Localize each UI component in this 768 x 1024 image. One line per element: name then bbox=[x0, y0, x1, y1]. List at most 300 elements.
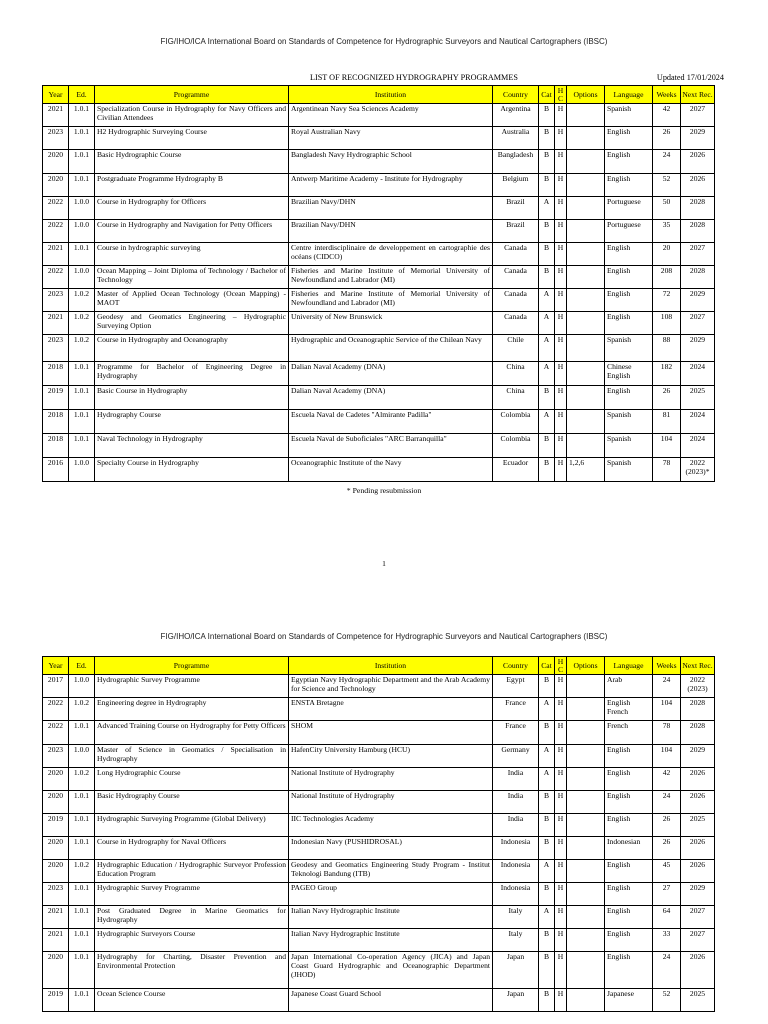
row-institution: National Institute of Hydrography bbox=[289, 791, 493, 814]
row-institution: Hydrographic and Oceanographic Service of the Chilean Navy bbox=[289, 335, 493, 362]
row-hc: H bbox=[555, 952, 567, 989]
row-language: Spanish bbox=[605, 410, 653, 434]
row-country: Canada bbox=[493, 243, 539, 266]
row-ed: 1.0.1 bbox=[69, 410, 95, 434]
row-programme: Engineering degree in Hydrography bbox=[95, 698, 289, 721]
row-programme: Basic Course in Hydrography bbox=[95, 386, 289, 410]
row-ed: 1.0.1 bbox=[69, 386, 95, 410]
row-hc: H bbox=[555, 675, 567, 698]
table-row bbox=[43, 791, 715, 814]
table-row bbox=[43, 698, 715, 721]
row-programme: H2 Hydrographic Surveying Course bbox=[95, 127, 289, 150]
row-cat: A bbox=[539, 698, 555, 721]
row-year: 2020 bbox=[43, 791, 69, 814]
row-weeks: 72 bbox=[653, 289, 681, 312]
row-language: Portuguese bbox=[605, 197, 653, 220]
row-institution: Argentinean Navy Sea Sciences Academy bbox=[289, 104, 493, 127]
row-hc: H bbox=[555, 266, 567, 289]
row-next-rec: 2025 bbox=[681, 814, 715, 837]
row-hc: H bbox=[555, 837, 567, 860]
table-row bbox=[43, 104, 715, 127]
row-institution: Fisheries and Marine Institute of Memorial University of Newfoundland and Labrador (MI) bbox=[289, 266, 493, 289]
table-row bbox=[43, 174, 715, 197]
row-year: 2018 bbox=[43, 434, 69, 458]
row-ed: 1.0.1 bbox=[69, 150, 95, 174]
row-ed: 1.0.0 bbox=[69, 458, 95, 482]
row-ed: 1.0.1 bbox=[69, 243, 95, 266]
col-options: Options bbox=[567, 657, 605, 675]
row-ed: 1.0.1 bbox=[69, 814, 95, 837]
programmes-table bbox=[42, 85, 715, 482]
row-cat: A bbox=[539, 410, 555, 434]
row-programme: Geodesy and Geomatics Engineering – Hydrographic Surveying Option bbox=[95, 312, 289, 335]
row-year: 2019 bbox=[43, 989, 69, 1012]
row-year: 2021 bbox=[43, 243, 69, 266]
row-weeks: 26 bbox=[653, 386, 681, 410]
row-options bbox=[567, 721, 605, 745]
row-hc: H bbox=[555, 220, 567, 243]
row-year: 2020 bbox=[43, 837, 69, 860]
row-year: 2022 bbox=[43, 721, 69, 745]
row-institution: University of New Brunswick bbox=[289, 312, 493, 335]
row-year: 2020 bbox=[43, 952, 69, 989]
row-options bbox=[567, 266, 605, 289]
row-cat: B bbox=[539, 791, 555, 814]
row-country: Colombia bbox=[493, 410, 539, 434]
row-next-rec: 2028 bbox=[681, 220, 715, 243]
table-row bbox=[43, 127, 715, 150]
table-row bbox=[43, 458, 715, 482]
row-ed: 1.0.1 bbox=[69, 929, 95, 952]
row-weeks: 27 bbox=[653, 883, 681, 906]
row-programme: Hydrographic Survey Programme bbox=[95, 675, 289, 698]
row-year: 2022 bbox=[43, 220, 69, 243]
row-options bbox=[567, 698, 605, 721]
page-header: FIG/IHO/ICA International Board on Standards of Competence for Hydrographic Surveyors and Nautical Cartographers (IBSC) bbox=[160, 37, 608, 46]
row-hc: H bbox=[555, 989, 567, 1012]
row-weeks: 24 bbox=[653, 952, 681, 989]
table-row bbox=[43, 266, 715, 289]
pending-note: * Pending resubmission bbox=[346, 486, 422, 495]
row-weeks: 104 bbox=[653, 434, 681, 458]
row-next-rec: 2027 bbox=[681, 312, 715, 335]
row-institution: ENSTA Bretagne bbox=[289, 698, 493, 721]
row-year: 2021 bbox=[43, 104, 69, 127]
row-language: English French bbox=[605, 698, 653, 721]
row-language: English bbox=[605, 745, 653, 768]
row-ed: 1.0.0 bbox=[69, 197, 95, 220]
row-cat: B bbox=[539, 386, 555, 410]
table-row bbox=[43, 410, 715, 434]
row-ed: 1.0.0 bbox=[69, 675, 95, 698]
col-weeks: Weeks bbox=[653, 86, 681, 104]
col-country: Country bbox=[493, 657, 539, 675]
row-year: 2023 bbox=[43, 883, 69, 906]
row-country: Japan bbox=[493, 952, 539, 989]
row-institution: Dalian Naval Academy (DNA) bbox=[289, 386, 493, 410]
row-weeks: 33 bbox=[653, 929, 681, 952]
row-next-rec: 2029 bbox=[681, 289, 715, 312]
row-institution: IIC Technologies Academy bbox=[289, 814, 493, 837]
row-options bbox=[567, 906, 605, 929]
row-weeks: 104 bbox=[653, 698, 681, 721]
row-weeks: 24 bbox=[653, 791, 681, 814]
table-row bbox=[43, 335, 715, 362]
row-ed: 1.0.2 bbox=[69, 860, 95, 883]
row-ed: 1.0.2 bbox=[69, 335, 95, 362]
row-next-rec: 2026 bbox=[681, 768, 715, 791]
row-language: English bbox=[605, 860, 653, 883]
row-options bbox=[567, 150, 605, 174]
row-next-rec: 2025 bbox=[681, 989, 715, 1012]
row-cat: B bbox=[539, 434, 555, 458]
row-programme: Hydrographic Surveying Programme (Global Delivery) bbox=[95, 814, 289, 837]
col-hc: H C bbox=[555, 86, 567, 104]
table-row bbox=[43, 362, 715, 386]
row-cat: A bbox=[539, 335, 555, 362]
row-institution: Geodesy and Geomatics Engineering Study Program - Institut Teknologi Bandung (ITB) bbox=[289, 860, 493, 883]
row-options bbox=[567, 768, 605, 791]
row-hc: H bbox=[555, 174, 567, 197]
row-country: Belgium bbox=[493, 174, 539, 197]
row-next-rec: 2026 bbox=[681, 837, 715, 860]
row-cat: A bbox=[539, 768, 555, 791]
row-language: Japanese bbox=[605, 989, 653, 1012]
row-programme: Ocean Science Course bbox=[95, 989, 289, 1012]
row-institution: Italian Navy Hydrographic Institute bbox=[289, 929, 493, 952]
row-cat: B bbox=[539, 127, 555, 150]
row-year: 2020 bbox=[43, 174, 69, 197]
row-hc: H bbox=[555, 721, 567, 745]
row-cat: B bbox=[539, 150, 555, 174]
table-row bbox=[43, 243, 715, 266]
row-year: 2016 bbox=[43, 458, 69, 482]
col-next-rec: Next Rec. bbox=[681, 657, 715, 675]
row-weeks: 208 bbox=[653, 266, 681, 289]
row-hc: H bbox=[555, 335, 567, 362]
row-institution: Italian Navy Hydrographic Institute bbox=[289, 906, 493, 929]
row-next-rec: 2027 bbox=[681, 906, 715, 929]
row-options bbox=[567, 104, 605, 127]
table-row bbox=[43, 289, 715, 312]
row-hc: H bbox=[555, 768, 567, 791]
table-header-row bbox=[43, 86, 715, 104]
col-ed: Ed. bbox=[69, 86, 95, 104]
row-hc: H bbox=[555, 104, 567, 127]
row-next-rec: 2022 (2023)* bbox=[681, 458, 715, 482]
row-options bbox=[567, 989, 605, 1012]
row-weeks: 182 bbox=[653, 362, 681, 386]
row-next-rec: 2026 bbox=[681, 952, 715, 989]
row-weeks: 24 bbox=[653, 150, 681, 174]
row-year: 2023 bbox=[43, 127, 69, 150]
row-institution: Centre interdisciplinaire de developpement en cartographie des océans (CIDCO) bbox=[289, 243, 493, 266]
row-year: 2020 bbox=[43, 860, 69, 883]
row-weeks: 35 bbox=[653, 220, 681, 243]
row-hc: H bbox=[555, 745, 567, 768]
row-language: English bbox=[605, 929, 653, 952]
row-ed: 1.0.2 bbox=[69, 698, 95, 721]
row-options bbox=[567, 243, 605, 266]
row-language: Portuguese bbox=[605, 220, 653, 243]
row-language: English bbox=[605, 127, 653, 150]
row-cat: A bbox=[539, 197, 555, 220]
programmes-table-2 bbox=[42, 656, 715, 1012]
col-year: Year bbox=[43, 657, 69, 675]
table-row bbox=[43, 150, 715, 174]
table-row bbox=[43, 312, 715, 335]
table-row bbox=[43, 952, 715, 989]
row-language: Indonesian bbox=[605, 837, 653, 860]
row-institution: SHOM bbox=[289, 721, 493, 745]
row-options bbox=[567, 791, 605, 814]
row-hc: H bbox=[555, 434, 567, 458]
row-programme: Advanced Training Course on Hydrography for Petty Officers bbox=[95, 721, 289, 745]
row-next-rec: 2026 bbox=[681, 150, 715, 174]
row-options bbox=[567, 883, 605, 906]
row-institution: Brazilian Navy/DHN bbox=[289, 220, 493, 243]
row-language: English bbox=[605, 243, 653, 266]
row-hc: H bbox=[555, 410, 567, 434]
row-cat: B bbox=[539, 989, 555, 1012]
row-cat: A bbox=[539, 289, 555, 312]
table-row bbox=[43, 675, 715, 698]
col-next-rec: Next Rec. bbox=[681, 86, 715, 104]
col-options: Options bbox=[567, 86, 605, 104]
row-programme: Hydrographic Survey Programme bbox=[95, 883, 289, 906]
row-hc: H bbox=[555, 243, 567, 266]
row-programme: Long Hydrographic Course bbox=[95, 768, 289, 791]
row-hc: H bbox=[555, 197, 567, 220]
row-weeks: 26 bbox=[653, 837, 681, 860]
row-programme: Course in hydrographic surveying bbox=[95, 243, 289, 266]
row-country: Indonesia bbox=[493, 883, 539, 906]
row-next-rec: 2026 bbox=[681, 174, 715, 197]
row-cat: B bbox=[539, 243, 555, 266]
row-institution: Royal Australian Navy bbox=[289, 127, 493, 150]
col-institution: Institution bbox=[289, 657, 493, 675]
row-programme: Ocean Mapping – Joint Diploma of Technology / Bachelor of Technology bbox=[95, 266, 289, 289]
row-year: 2021 bbox=[43, 929, 69, 952]
row-year: 2022 bbox=[43, 266, 69, 289]
row-country: Colombia bbox=[493, 434, 539, 458]
row-next-rec: 2022 (2023) bbox=[681, 675, 715, 698]
row-language: English bbox=[605, 289, 653, 312]
row-cat: B bbox=[539, 837, 555, 860]
row-weeks: 26 bbox=[653, 814, 681, 837]
row-cat: B bbox=[539, 458, 555, 482]
row-institution: Bangladesh Navy Hydrographic School bbox=[289, 150, 493, 174]
row-ed: 1.0.1 bbox=[69, 952, 95, 989]
row-language: French bbox=[605, 721, 653, 745]
row-hc: H bbox=[555, 127, 567, 150]
row-weeks: 52 bbox=[653, 174, 681, 197]
row-weeks: 42 bbox=[653, 768, 681, 791]
row-year: 2020 bbox=[43, 768, 69, 791]
row-next-rec: 2025 bbox=[681, 386, 715, 410]
row-options bbox=[567, 386, 605, 410]
row-weeks: 104 bbox=[653, 745, 681, 768]
row-hc: H bbox=[555, 860, 567, 883]
row-programme: Specialty Course in Hydrography bbox=[95, 458, 289, 482]
col-language: Language bbox=[605, 657, 653, 675]
row-programme: Postgraduate Programme Hydrography B bbox=[95, 174, 289, 197]
row-options bbox=[567, 127, 605, 150]
row-programme: Master of Science in Geomatics / Specialisation in Hydrography bbox=[95, 745, 289, 768]
row-options bbox=[567, 434, 605, 458]
row-language: English bbox=[605, 791, 653, 814]
row-country: China bbox=[493, 362, 539, 386]
row-programme: Specialization Course in Hydrography for Navy Officers and Civilian Attendees bbox=[95, 104, 289, 127]
row-language: English bbox=[605, 768, 653, 791]
row-weeks: 81 bbox=[653, 410, 681, 434]
row-cat: A bbox=[539, 906, 555, 929]
row-cat: A bbox=[539, 312, 555, 335]
row-ed: 1.0.1 bbox=[69, 434, 95, 458]
row-year: 2023 bbox=[43, 289, 69, 312]
row-country: Canada bbox=[493, 289, 539, 312]
row-cat: B bbox=[539, 266, 555, 289]
row-programme: Course in Hydrography and Oceanography bbox=[95, 335, 289, 362]
row-options bbox=[567, 312, 605, 335]
col-hc: H C bbox=[555, 657, 567, 675]
row-country: Italy bbox=[493, 906, 539, 929]
row-year: 2023 bbox=[43, 335, 69, 362]
row-ed: 1.0.1 bbox=[69, 906, 95, 929]
row-next-rec: 2027 bbox=[681, 929, 715, 952]
row-next-rec: 2028 bbox=[681, 698, 715, 721]
row-weeks: 42 bbox=[653, 104, 681, 127]
row-programme: Hydrographic Surveyors Course bbox=[95, 929, 289, 952]
row-country: Indonesia bbox=[493, 837, 539, 860]
page-number: 1 bbox=[382, 559, 386, 568]
row-language: English bbox=[605, 312, 653, 335]
row-cat: B bbox=[539, 721, 555, 745]
row-year: 2018 bbox=[43, 410, 69, 434]
row-weeks: 50 bbox=[653, 197, 681, 220]
row-language: Arab bbox=[605, 675, 653, 698]
row-options bbox=[567, 289, 605, 312]
col-programme: Programme bbox=[95, 657, 289, 675]
row-language: Chinese English bbox=[605, 362, 653, 386]
table-row bbox=[43, 906, 715, 929]
table-row bbox=[43, 721, 715, 745]
row-language: English bbox=[605, 266, 653, 289]
row-options: 1,2,6 bbox=[567, 458, 605, 482]
table-row bbox=[43, 989, 715, 1012]
row-next-rec: 2029 bbox=[681, 883, 715, 906]
row-ed: 1.0.1 bbox=[69, 837, 95, 860]
row-programme: Post Graduated Degree in Marine Geomatics for Hydrography bbox=[95, 906, 289, 929]
row-institution: Japanese Coast Guard School bbox=[289, 989, 493, 1012]
table-row bbox=[43, 860, 715, 883]
row-hc: H bbox=[555, 698, 567, 721]
row-year: 2021 bbox=[43, 906, 69, 929]
table-row bbox=[43, 434, 715, 458]
row-programme: Master of Applied Ocean Technology (Ocean Mapping) - MAOT bbox=[95, 289, 289, 312]
col-programme: Programme bbox=[95, 86, 289, 104]
row-cat: B bbox=[539, 104, 555, 127]
row-options bbox=[567, 174, 605, 197]
row-country: Indonesia bbox=[493, 860, 539, 883]
row-language: English bbox=[605, 952, 653, 989]
row-hc: H bbox=[555, 150, 567, 174]
row-country: Egypt bbox=[493, 675, 539, 698]
row-ed: 1.0.1 bbox=[69, 127, 95, 150]
row-language: Spanish bbox=[605, 335, 653, 362]
row-options bbox=[567, 814, 605, 837]
row-cat: B bbox=[539, 814, 555, 837]
row-cat: A bbox=[539, 362, 555, 386]
table-row bbox=[43, 220, 715, 243]
row-next-rec: 2029 bbox=[681, 127, 715, 150]
row-programme: Programme for Bachelor of Engineering Degree in Hydrography bbox=[95, 362, 289, 386]
table-row bbox=[43, 814, 715, 837]
row-cat: B bbox=[539, 952, 555, 989]
row-country: Germany bbox=[493, 745, 539, 768]
row-next-rec: 2027 bbox=[681, 104, 715, 127]
row-country: Australia bbox=[493, 127, 539, 150]
row-institution: Indonesian Navy (PUSHIDROSAL) bbox=[289, 837, 493, 860]
row-programme: Naval Technology in Hydrography bbox=[95, 434, 289, 458]
row-weeks: 78 bbox=[653, 721, 681, 745]
col-cat: Cat bbox=[539, 657, 555, 675]
row-cat: B bbox=[539, 929, 555, 952]
row-hc: H bbox=[555, 362, 567, 386]
row-year: 2023 bbox=[43, 745, 69, 768]
row-options bbox=[567, 410, 605, 434]
row-weeks: 20 bbox=[653, 243, 681, 266]
row-weeks: 52 bbox=[653, 989, 681, 1012]
row-institution: Egyptian Navy Hydrographic Department and the Arab Academy for Science and Technology bbox=[289, 675, 493, 698]
row-year: 2022 bbox=[43, 698, 69, 721]
row-cat: B bbox=[539, 220, 555, 243]
row-institution: Brazilian Navy/DHN bbox=[289, 197, 493, 220]
row-weeks: 26 bbox=[653, 127, 681, 150]
row-programme: Course in Hydrography for Naval Officers bbox=[95, 837, 289, 860]
list-title: LIST OF RECOGNIZED HYDROGRAPHY PROGRAMMES bbox=[310, 73, 518, 82]
row-institution: PAGEO Group bbox=[289, 883, 493, 906]
row-next-rec: 2024 bbox=[681, 434, 715, 458]
row-year: 2022 bbox=[43, 197, 69, 220]
row-weeks: 64 bbox=[653, 906, 681, 929]
row-institution: Oceanographic Institute of the Navy bbox=[289, 458, 493, 482]
row-next-rec: 2029 bbox=[681, 745, 715, 768]
page-header-2: FIG/IHO/ICA International Board on Standards of Competence for Hydrographic Surveyors and Nautical Cartographers (IBSC) bbox=[160, 632, 608, 641]
row-next-rec: 2028 bbox=[681, 721, 715, 745]
row-ed: 1.0.1 bbox=[69, 989, 95, 1012]
row-institution: HafenCity University Hamburg (HCU) bbox=[289, 745, 493, 768]
row-weeks: 45 bbox=[653, 860, 681, 883]
row-options bbox=[567, 952, 605, 989]
col-year: Year bbox=[43, 86, 69, 104]
row-year: 2019 bbox=[43, 814, 69, 837]
row-weeks: 88 bbox=[653, 335, 681, 362]
row-hc: H bbox=[555, 386, 567, 410]
row-hc: H bbox=[555, 458, 567, 482]
row-language: English bbox=[605, 150, 653, 174]
table-header-row bbox=[43, 657, 715, 675]
row-country: Argentina bbox=[493, 104, 539, 127]
row-cat: A bbox=[539, 745, 555, 768]
row-ed: 1.0.2 bbox=[69, 289, 95, 312]
table-row bbox=[43, 386, 715, 410]
row-programme: Hydrographic Education / Hydrographic Surveyor Profession Education Program bbox=[95, 860, 289, 883]
row-weeks: 108 bbox=[653, 312, 681, 335]
table-row bbox=[43, 768, 715, 791]
row-ed: 1.0.1 bbox=[69, 721, 95, 745]
row-cat: B bbox=[539, 883, 555, 906]
